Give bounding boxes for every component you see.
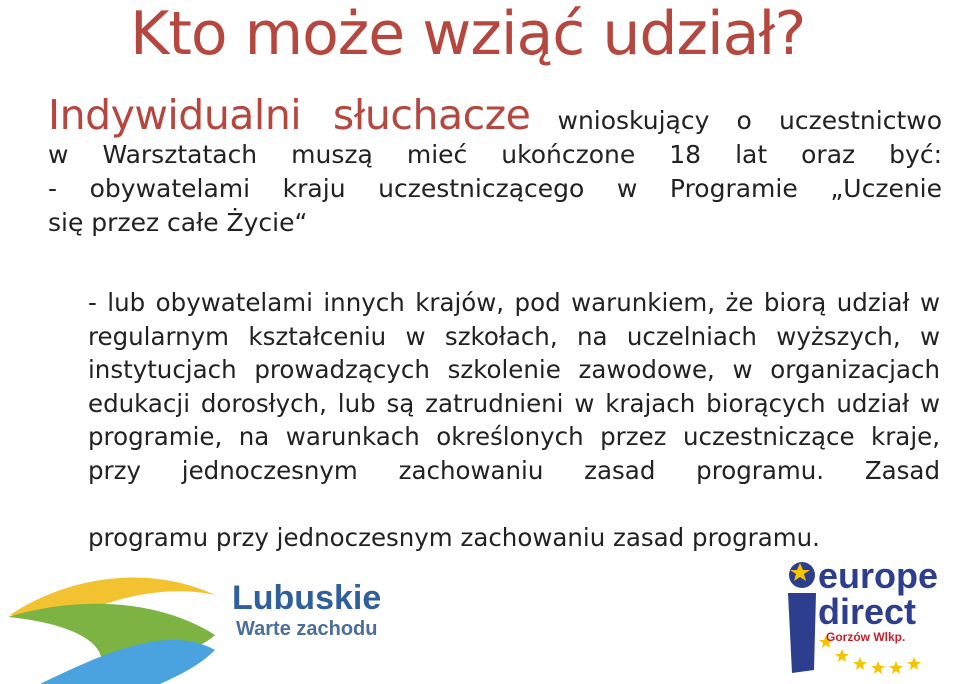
slide-title: Kto może wziąć udział? (130, 0, 806, 69)
europe-direct-line1: europe (818, 555, 939, 596)
intro-line-3: się przez całe Życie“ (48, 208, 308, 237)
lubuskie-logo-tagline: Warte zachodu (236, 618, 378, 640)
condition-paragraph: - lub obywatelami innych krajów, pod warunkiem, że biorą udział w regularnym kształceniu w szkołach, na uczelniach wyższych, w instytucjach prowadzących szkolenie zawodowe, w organizacjach edukacji dorosłych, lub są zatrudnieni w krajach biorących udział w programie, na warunkach określonych przez uczestniczące kraje, przy jednoczesnym zachowaniu zasad programu. Zasad (88, 288, 940, 485)
intro-line-1: w Warsztatach muszą mieć ukończone 18 lat oraz być: (48, 140, 942, 169)
intro-highlight: Indywidualni słuchacze (48, 91, 531, 139)
lubuskie-logo-name: Lubuskie (232, 579, 382, 617)
europe-direct-location: Gorzów Wlkp. (826, 630, 906, 644)
intro-lead: wnioskujący o uczestnictwo (557, 106, 942, 135)
intro-line-2: - obywatelami kraju uczestniczącego w Programie „Uczenie (48, 174, 942, 203)
intro-first-line (48, 91, 942, 139)
europe-direct-line2: direct (818, 591, 917, 632)
europe-direct-figure-icon (788, 562, 816, 673)
condition-paragraph-last-line: programu przy jednoczesnym zachowaniu zasad programu. (88, 523, 820, 552)
intro-paragraph (48, 91, 942, 240)
